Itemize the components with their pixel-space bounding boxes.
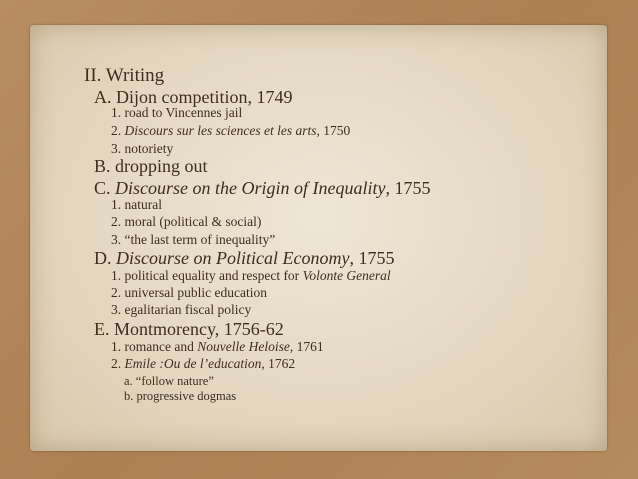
subsubitem-follow-nature: a. “follow nature” bbox=[124, 374, 214, 388]
item-dropping-out: B. dropping out bbox=[94, 156, 208, 176]
subitem-nouvelle-heloise: 1. romance and Nouvelle Heloise, 1761 bbox=[111, 339, 324, 354]
subitem-discours-sciences: 2. Discours sur les sciences et les arts, 1750 bbox=[111, 123, 351, 138]
subitem-notoriety: 3. notoriety bbox=[111, 141, 174, 156]
subitem-last-term: 3. “the last term of inequality” bbox=[111, 232, 276, 247]
subitem-emile: 2. Emile :Ou de l’education, 1762 bbox=[111, 356, 296, 371]
item-montmorency: E. Montmorency, 1756-62 bbox=[94, 319, 284, 339]
item-discourse-inequality: C. Discourse on the Origin of Inequality, 1755 bbox=[94, 178, 431, 198]
subitem-natural: 1. natural bbox=[111, 197, 162, 212]
subitem-fiscal-policy: 3. egalitarian fiscal policy bbox=[111, 302, 252, 317]
item-dijon-competition: A. Dijon competition, 1749 bbox=[94, 87, 293, 107]
subitem-political-equality: 1. political equality and respect for Volonte General bbox=[111, 268, 391, 283]
heading-writing: II. Writing bbox=[84, 65, 165, 86]
subitem-vincennes: 1. road to Vincennes jail bbox=[111, 105, 243, 120]
subsubitem-progressive-dogmas: b. progressive dogmas bbox=[124, 389, 237, 403]
subitem-public-education: 2. universal public education bbox=[111, 285, 267, 300]
subitem-moral: 2. moral (political & social) bbox=[111, 214, 262, 229]
item-political-economy: D. Discourse on Political Economy, 1755 bbox=[94, 248, 395, 268]
